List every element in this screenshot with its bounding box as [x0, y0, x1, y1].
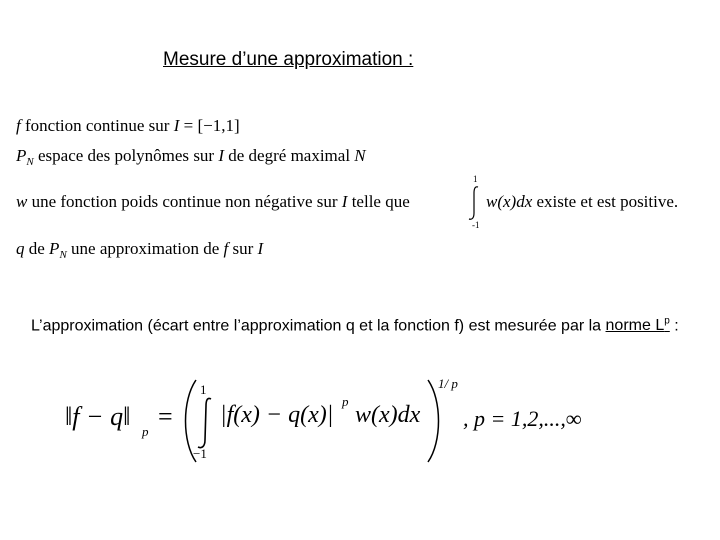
formula-lhs: ‖f − q‖	[65, 402, 131, 431]
body-sentence: L’approximation (écart entre l’approximation q et la fonction f) est mesurée par la	[31, 317, 602, 335]
set-i: I	[218, 146, 225, 165]
interval-var: I	[173, 116, 180, 135]
definition-pn	[16, 146, 366, 168]
text-continue: fonction continue sur	[24, 116, 170, 135]
var-w: w	[16, 192, 28, 211]
formula-weight: w(x)dx	[355, 402, 421, 428]
formula-power: p	[342, 394, 349, 409]
norm-label: norme L	[605, 317, 665, 335]
text-sur-2: sur	[232, 239, 254, 258]
norm-lp	[606, 317, 670, 334]
definition-w	[16, 192, 410, 212]
definition-w-rest	[486, 192, 678, 212]
definition-f	[16, 116, 240, 136]
formula-outer-power: 1/ p	[438, 376, 458, 391]
norm-sup: p	[664, 316, 670, 327]
big-integral-icon	[194, 396, 216, 450]
norm-formula	[60, 372, 620, 467]
degree-n: N	[354, 146, 366, 165]
integrand-w: w(x)dx	[486, 192, 533, 211]
body-paragraph	[31, 312, 681, 336]
poly-sub-n: N	[59, 249, 67, 261]
text-telle: telle que	[351, 192, 410, 211]
sub-n: N	[26, 156, 34, 168]
text-espace: espace des polynômes	[37, 146, 190, 165]
integral-icon	[466, 185, 482, 221]
small-int-upper: 1	[473, 174, 478, 184]
formula-int-lower: −1	[193, 446, 207, 461]
definition-q	[16, 239, 263, 261]
set-i-2: I	[341, 192, 348, 211]
text-existe: existe et est positive.	[536, 192, 679, 211]
poly-p: P	[49, 239, 60, 258]
formula-params: , p = 1,2,...,∞	[463, 406, 582, 431]
var-f: f	[16, 116, 21, 135]
text-sur: sur	[193, 146, 215, 165]
body-colon: :	[669, 317, 679, 335]
formula-equals: =	[158, 402, 173, 431]
text-de: de	[28, 239, 45, 258]
formula-lhs-sub: p	[142, 424, 149, 439]
formula-integrand: |f(x) − q(x)|	[220, 402, 334, 428]
formula-int-upper: 1	[200, 382, 207, 397]
set-i-3: I	[257, 239, 264, 258]
var-f-2: f	[223, 239, 229, 258]
var-p: P	[16, 146, 27, 165]
small-integral	[466, 174, 486, 232]
text-degre: de degré maximal	[228, 146, 351, 165]
var-q: q	[16, 239, 25, 258]
text-poids: une fonction poids continue non négative sur	[31, 192, 338, 211]
interval: = [−1,1]	[183, 116, 240, 135]
text-approx: une approximation de	[71, 239, 220, 258]
small-int-lower: -1	[472, 220, 480, 230]
slide-title: Mesure d’une approximation :	[163, 49, 414, 70]
